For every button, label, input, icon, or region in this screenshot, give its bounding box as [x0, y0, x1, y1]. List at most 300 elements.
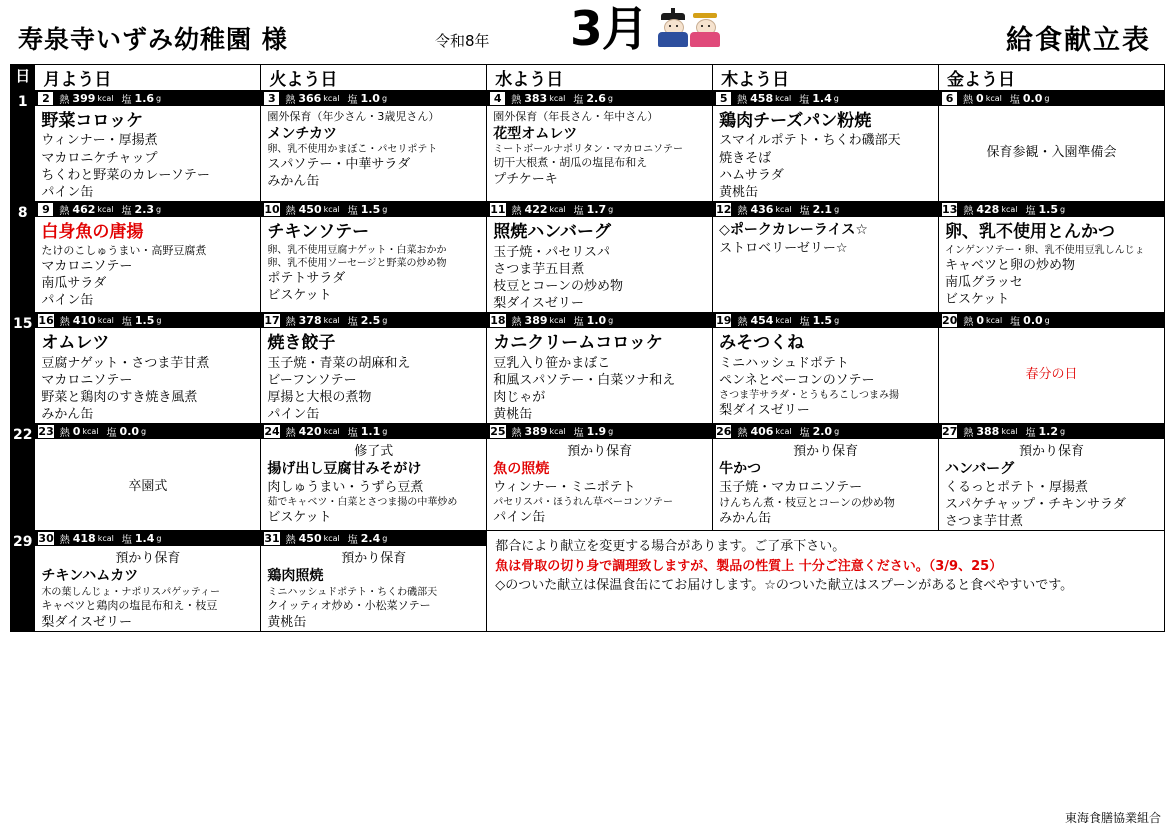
salt-unit: g — [382, 534, 388, 544]
kcal-unit: kcal — [549, 427, 566, 437]
kcal-unit: kcal — [1001, 205, 1018, 215]
day-number: 20 — [942, 314, 958, 328]
day-info-bar — [713, 424, 938, 439]
salt-value: 1.6 — [134, 92, 155, 105]
kcal-value: 450 — [298, 532, 322, 546]
day-info-bar — [35, 313, 260, 328]
menu-item: ◇ポークカレーライス☆ — [719, 222, 868, 239]
menu-day-cell[interactable] — [713, 424, 939, 531]
salt-label: 塩 — [573, 317, 584, 329]
salt-label: 塩 — [573, 95, 584, 106]
menu-day-cell[interactable] — [35, 202, 261, 313]
salt-unit: g — [608, 427, 614, 437]
kcal-unit: kcal — [775, 427, 792, 437]
menu-item: 鶏肉チーズパン粉焼 — [719, 111, 872, 131]
salt-unit: g — [382, 427, 388, 437]
menu-item: ビーフンソテー — [267, 372, 357, 388]
menu-item: 卵、乳不使用豆腐ナゲット・白菜おかか — [267, 244, 447, 256]
day-info-bar — [713, 91, 938, 106]
salt-unit: g — [156, 316, 162, 326]
menu-item: カニクリームコロッケ — [493, 333, 663, 354]
salt-label: 塩 — [121, 95, 132, 106]
salt-value: 1.9 — [586, 425, 607, 439]
day-info-bar — [713, 202, 938, 217]
kcal-value: 0 — [976, 92, 984, 105]
menu-item: 玉子焼・マカロニソテー — [719, 479, 863, 495]
notes-cell — [487, 531, 1165, 631]
menu-day-cell[interactable] — [261, 531, 487, 631]
menu-items — [713, 217, 938, 257]
kcal-unit: kcal — [549, 316, 566, 326]
menu-item: インゲンソテー・卵、乳不使用豆乳しんじょ — [945, 244, 1145, 256]
salt-unit: g — [1044, 94, 1050, 103]
menu-item: スパソテー・中華サラダ — [267, 157, 411, 173]
kcal-label: 熱 — [963, 95, 974, 106]
day-number: 23 — [38, 425, 54, 439]
salt-unit: g — [141, 427, 147, 437]
header-weekday-fri: 金よう日 — [939, 65, 1165, 91]
menu-item: みかん缶 — [41, 407, 94, 423]
menu-item: ちくわと野菜のカレーソテー — [41, 167, 210, 183]
kcal-value: 389 — [524, 425, 548, 439]
menu-item: パイン缶 — [493, 510, 546, 526]
kcal-label: 熱 — [285, 95, 296, 106]
menu-day-cell[interactable] — [261, 424, 487, 531]
menu-day-cell[interactable] — [35, 424, 261, 531]
kcal-value: 450 — [298, 203, 322, 217]
week-number: 15 — [11, 313, 35, 424]
menu-item: キャベツと鶏肉の塩昆布和え・枝豆 — [41, 599, 218, 613]
salt-value: 0.0 — [1023, 314, 1043, 328]
menu-item: メンチカツ — [267, 125, 338, 142]
table-row — [11, 202, 1165, 313]
note-line: 魚は骨取の切り身で調理致しますが、製品の性質上 十分ご注意ください。（3/9、25） — [495, 558, 1003, 574]
day-info-bar — [261, 91, 486, 106]
menu-item: ハンバーグ — [945, 461, 1015, 478]
menu-item: ミニハッシュドポテト・ちくわ磯部天 — [267, 586, 438, 598]
menu-item: 豆乳入り笹かまぼこ — [493, 355, 611, 371]
day-number: 30 — [38, 532, 54, 546]
salt-label: 塩 — [799, 95, 810, 106]
menu-item: 白身魚の唐揚 — [41, 222, 144, 243]
salt-unit: g — [382, 205, 388, 215]
salt-unit: g — [607, 94, 613, 103]
kcal-label: 熱 — [285, 317, 296, 329]
hina-doll-female-icon — [690, 13, 720, 47]
day-info-bar — [35, 531, 260, 546]
day-info-bar — [35, 91, 260, 106]
salt-value: 1.5 — [812, 314, 833, 328]
salt-value: 2.1 — [812, 203, 833, 217]
menu-item: 照焼ハンバーグ — [493, 222, 612, 243]
day-number: 3 — [264, 92, 279, 105]
menu-day-cell[interactable] — [487, 313, 713, 424]
kcal-label: 熱 — [963, 206, 974, 218]
menu-items — [939, 328, 1164, 383]
kcal-unit: kcal — [97, 94, 114, 103]
menu-item: オムレツ — [41, 333, 110, 354]
menu-item: 黄桃缶 — [719, 184, 759, 200]
menu-item: 園外保育（年少さん・3歳児さん） — [267, 110, 440, 123]
kcal-label: 熱 — [963, 428, 974, 440]
menu-items — [261, 546, 486, 630]
salt-label: 塩 — [573, 428, 584, 440]
day-number: 19 — [716, 314, 732, 328]
menu-items — [487, 328, 712, 423]
hina-doll-male-icon — [658, 13, 688, 47]
school-name: 寿泉寺いずみ幼稚園 様 — [18, 25, 288, 54]
salt-unit: g — [834, 205, 840, 215]
salt-unit: g — [833, 94, 839, 103]
note-line: ◇のついた献立は保温食缶にてお届けします。☆のついた献立はスプーンがあると食べやすいです。 — [495, 578, 1074, 594]
menu-day-cell[interactable] — [35, 313, 261, 424]
day-number: 4 — [490, 92, 505, 105]
menu-item: 切干大根煮・胡瓜の塩昆布和え — [493, 156, 648, 170]
kcal-label: 熱 — [59, 95, 70, 106]
salt-value: 1.5 — [1038, 203, 1058, 217]
hina-dolls — [658, 13, 720, 47]
menu-item: ミートボールナポリタン・マカロニソテー — [493, 143, 684, 155]
menu-item: 梨ダイスゼリー — [41, 614, 133, 630]
salt-unit: g — [834, 316, 840, 326]
menu-item: ミニハッシュドポテト — [719, 355, 849, 371]
day-number: 12 — [716, 203, 732, 217]
menu-item: ポテトサラダ — [267, 270, 346, 286]
menu-item: パイン缶 — [41, 184, 94, 200]
menu-item: ハムサラダ — [719, 167, 784, 183]
menu-item: 保育参観・入園準備会 — [986, 145, 1117, 161]
day-number: 9 — [38, 203, 53, 216]
salt-label: 塩 — [347, 206, 358, 218]
salt-label: 塩 — [1025, 206, 1036, 218]
kcal-value: 458 — [750, 92, 774, 105]
day-number: 27 — [942, 425, 958, 439]
menu-item: 卵、乳不使用ソーセージと野菜の炒め物 — [267, 257, 447, 269]
menu-item: ウィンナー・厚揚煮 — [41, 133, 158, 149]
menu-item — [945, 127, 1158, 144]
menu-item: 玉子焼・青菜の胡麻和え — [267, 355, 411, 371]
menu-items — [939, 106, 1164, 161]
kcal-value: 366 — [298, 92, 322, 105]
menu-item: ビスケット — [267, 288, 332, 304]
kcal-value: 0 — [72, 425, 81, 439]
menu-item: パセリスパ・ほうれん草ベーコンソテー — [493, 496, 674, 508]
menu-day-cell[interactable] — [939, 313, 1165, 424]
salt-value: 1.0 — [586, 314, 607, 328]
menu-day-cell[interactable] — [487, 424, 713, 531]
day-number: 31 — [264, 532, 280, 546]
menu-items — [261, 439, 486, 526]
menu-item: 木の葉しんじょ・ナポリスパゲッティー — [41, 586, 221, 598]
menu-item: 梨ダイスゼリー — [719, 403, 810, 419]
day-info-bar — [35, 202, 260, 217]
salt-value: 0.0 — [119, 425, 140, 439]
day-info-bar — [713, 313, 938, 328]
menu-item: 花型オムレツ — [493, 125, 578, 142]
day-info-bar — [261, 313, 486, 328]
day-number: 25 — [490, 425, 506, 439]
kcal-label: 熱 — [59, 428, 70, 440]
salt-value: 1.4 — [812, 92, 832, 105]
menu-item: たけのこしゅうまい・高野豆腐煮 — [41, 243, 207, 257]
menu-table — [10, 64, 1165, 632]
salt-value: 2.4 — [360, 532, 381, 546]
salt-label: 塩 — [347, 317, 358, 329]
kcal-unit: kcal — [97, 205, 114, 215]
menu-item: みかん缶 — [719, 511, 772, 527]
kcal-value: 389 — [524, 314, 548, 328]
salt-unit: g — [156, 534, 162, 544]
menu-items — [487, 217, 712, 312]
salt-label: 塩 — [799, 428, 810, 440]
salt-value: 1.0 — [360, 92, 380, 105]
menu-item: 魚の照焼 — [493, 461, 550, 478]
menu-item: スパケチャップ・チキンサラダ — [945, 496, 1126, 512]
menu-item: 預かり保育 — [341, 551, 407, 567]
day-info-bar — [35, 424, 260, 439]
menu-item: チキンソテー — [267, 222, 370, 243]
menu-item: 枝豆とコーンの炒め物 — [493, 278, 623, 294]
menu-item: ビスケット — [267, 510, 332, 526]
menu-item: 修了式 — [354, 444, 394, 460]
kcal-label: 熱 — [737, 428, 748, 440]
salt-label: 塩 — [799, 317, 810, 329]
salt-unit: g — [156, 94, 162, 103]
kcal-value: 410 — [72, 314, 96, 328]
day-info-bar — [939, 202, 1164, 217]
salt-label: 塩 — [573, 206, 584, 218]
kcal-label: 熱 — [737, 206, 748, 218]
menu-items — [35, 217, 260, 309]
kcal-label: 熱 — [285, 428, 296, 440]
day-number: 16 — [38, 314, 54, 328]
kcal-label: 熱 — [59, 317, 70, 329]
salt-value: 2.6 — [586, 92, 606, 105]
menu-item: 野菜コロッケ — [41, 111, 144, 131]
menu-item: スマイルポテト・ちくわ磯部天 — [719, 133, 901, 149]
menu-item: 厚揚と大根の煮物 — [267, 389, 372, 405]
header-weekday-thu: 木よう日 — [713, 65, 939, 91]
menu-day-cell[interactable] — [487, 202, 713, 313]
salt-unit: g — [156, 205, 162, 215]
menu-item: 黄桃缶 — [267, 614, 307, 630]
day-number: 2 — [38, 92, 53, 105]
day-number: 10 — [264, 203, 280, 217]
menu-item: マカロニケチャップ — [41, 150, 158, 166]
menu-day-cell[interactable] — [487, 91, 713, 202]
day-info-bar — [261, 202, 486, 217]
kcal-value: 422 — [524, 203, 548, 217]
header-weekday-mon: 月よう日 — [35, 65, 261, 91]
kcal-unit: kcal — [985, 94, 1002, 103]
salt-unit: g — [1059, 427, 1066, 437]
kcal-unit: kcal — [1001, 427, 1018, 437]
header-day: 日 — [11, 65, 35, 91]
kcal-unit: kcal — [97, 534, 114, 544]
menu-item: くるっとポテト・厚揚煮 — [945, 479, 1089, 495]
menu-item: 卵、乳不使用とんかつ — [945, 222, 1116, 243]
salt-value: 1.7 — [586, 203, 607, 217]
menu-items — [939, 217, 1164, 308]
menu-day-cell[interactable] — [261, 202, 487, 313]
menu-item — [945, 349, 1158, 366]
menu-item: ウィンナー・ミニポテト — [493, 479, 636, 495]
menu-day-cell[interactable] — [35, 91, 261, 202]
kcal-unit: kcal — [323, 94, 340, 103]
menu-item: キャベツと卵の炒め物 — [945, 257, 1076, 273]
salt-value: 1.4 — [134, 532, 155, 546]
menu-item: 南瓜サラダ — [41, 276, 107, 292]
menu-items — [261, 217, 486, 304]
menu-day-cell[interactable] — [261, 313, 487, 424]
menu-item: さつま芋サラダ・とうもろこしつまみ揚 — [719, 389, 900, 401]
menu-item: ビスケット — [945, 292, 1010, 307]
kcal-value: 420 — [298, 425, 322, 439]
menu-items — [261, 328, 486, 423]
day-number: 5 — [716, 92, 731, 105]
day-number: 24 — [264, 425, 280, 439]
salt-label: 塩 — [1010, 317, 1021, 329]
menu-item: ペンネとベーコンのソテー — [719, 372, 875, 388]
kcal-value: 436 — [750, 203, 774, 217]
day-info-bar — [939, 313, 1164, 328]
menu-item: 野菜と鶏肉のすき焼き風煮 — [41, 389, 198, 405]
menu-item: さつま芋五目煮 — [493, 261, 585, 277]
kcal-unit: kcal — [775, 316, 792, 326]
salt-label: 塩 — [121, 535, 132, 547]
menu-item: 預かり保育 — [1019, 444, 1085, 460]
menu-items — [939, 439, 1164, 530]
menu-item: プチケーキ — [493, 171, 558, 187]
menu-item — [41, 443, 254, 460]
salt-value: 2.0 — [812, 425, 833, 439]
menu-item — [945, 332, 1158, 349]
kcal-value: 454 — [750, 314, 774, 328]
menu-item: 卵、乳不使用かまぼこ・パセリポテト — [267, 143, 438, 155]
day-info-bar — [487, 424, 712, 439]
week-number: 29 — [11, 531, 35, 631]
menu-item: みそつくね — [719, 333, 805, 354]
salt-label: 塩 — [121, 206, 132, 218]
menu-item: 預かり保育 — [793, 444, 859, 460]
menu-item: ストロベリーゼリー☆ — [719, 240, 848, 256]
day-info-bar — [261, 424, 486, 439]
menu-day-cell[interactable] — [939, 202, 1165, 313]
menu-item: チキンハムカツ — [41, 568, 139, 585]
kcal-label: 熱 — [285, 206, 296, 218]
era-year: 令和8年 — [435, 32, 490, 50]
menu-item: パイン缶 — [41, 293, 94, 309]
kcal-label: 熱 — [59, 206, 70, 218]
week-number: 22 — [11, 424, 35, 531]
salt-label: 塩 — [347, 535, 358, 547]
kcal-value: 383 — [524, 92, 548, 105]
salt-unit: g — [382, 316, 388, 326]
salt-value: 1.1 — [360, 425, 381, 439]
kcal-unit: kcal — [323, 427, 340, 437]
menu-item: 豆腐ナゲット・さつま芋甘煮 — [41, 355, 210, 371]
menu-day-cell[interactable] — [35, 531, 261, 631]
menu-items — [35, 106, 260, 201]
menu-item: 預かり保育 — [567, 444, 633, 460]
kcal-label: 熱 — [285, 535, 296, 547]
day-info-bar — [487, 202, 712, 217]
menu-day-cell[interactable] — [713, 313, 939, 424]
menu-day-cell[interactable] — [713, 91, 939, 202]
salt-value: 1.5 — [360, 203, 381, 217]
kcal-unit: kcal — [775, 205, 792, 215]
menu-item: 鶏肉照焼 — [267, 568, 324, 585]
table-row — [11, 424, 1165, 531]
month-block — [570, 2, 720, 57]
menu-item: けんちん煮・枝豆とコーンの炒め物 — [719, 495, 895, 509]
kcal-label: 熱 — [737, 317, 748, 329]
salt-value: 1.2 — [1038, 425, 1058, 439]
menu-day-cell[interactable] — [939, 424, 1165, 531]
menu-day-cell[interactable] — [261, 91, 487, 202]
menu-item: 肉しゅうまい・うずら豆煮 — [267, 479, 424, 495]
menu-item: クイッティオ炒め・小松菜ソテー — [267, 599, 431, 613]
menu-item: 揚げ出し豆腐甘みそがけ — [267, 461, 422, 478]
menu-items — [487, 106, 712, 188]
menu-item: 黄桃缶 — [493, 407, 533, 423]
menu-item: 南瓜グラッセ — [945, 274, 1023, 290]
menu-item — [41, 460, 254, 477]
menu-item: 牛かつ — [719, 461, 762, 478]
header-weekday-tue: 火よう日 — [261, 65, 487, 91]
menu-item: 梨ダイスゼリー — [493, 295, 584, 311]
menu-item: 園外保育（年長さん・年中さん） — [493, 110, 659, 123]
kcal-unit: kcal — [549, 94, 566, 103]
page-title: 給食献立表 — [1006, 25, 1151, 56]
menu-items — [35, 328, 260, 423]
menu-item: パイン缶 — [267, 407, 320, 423]
kcal-label: 熱 — [511, 317, 522, 329]
menu-day-cell[interactable] — [939, 91, 1165, 202]
day-info-bar — [939, 91, 1164, 106]
salt-unit: g — [834, 427, 840, 437]
kcal-unit: kcal — [775, 94, 792, 103]
salt-label: 塩 — [1009, 95, 1020, 106]
menu-item: 和風スパソテー・白菜ツナ和え — [493, 372, 676, 388]
menu-item: マカロニソテー — [41, 372, 133, 388]
menu-day-cell[interactable] — [713, 202, 939, 313]
table-row — [11, 313, 1165, 424]
kcal-label: 熱 — [511, 428, 522, 440]
kcal-unit: kcal — [323, 205, 340, 215]
salt-unit: g — [1059, 205, 1066, 215]
menu-item: 春分の日 — [1025, 367, 1078, 383]
table-row — [11, 91, 1165, 202]
menu-item: さつま芋甘煮 — [945, 514, 1024, 530]
note-line: 都合により献立を変更する場合があります。ご了承下さい。 — [495, 539, 846, 555]
kcal-value: 378 — [298, 314, 322, 328]
kcal-value: 388 — [976, 425, 1000, 439]
salt-value: 1.5 — [134, 314, 155, 328]
salt-label: 塩 — [106, 428, 117, 440]
menu-item: 焼き餃子 — [267, 333, 336, 354]
day-info-bar — [939, 424, 1164, 439]
menu-items — [713, 439, 938, 527]
menu-item: 卒園式 — [128, 478, 168, 494]
kcal-value: 0 — [976, 314, 985, 328]
kcal-value: 406 — [750, 425, 774, 439]
day-info-bar — [487, 91, 712, 106]
menu-items — [35, 439, 260, 494]
menu-item: みかん缶 — [267, 174, 320, 190]
table-body — [11, 91, 1165, 632]
page-header — [10, 2, 1165, 64]
